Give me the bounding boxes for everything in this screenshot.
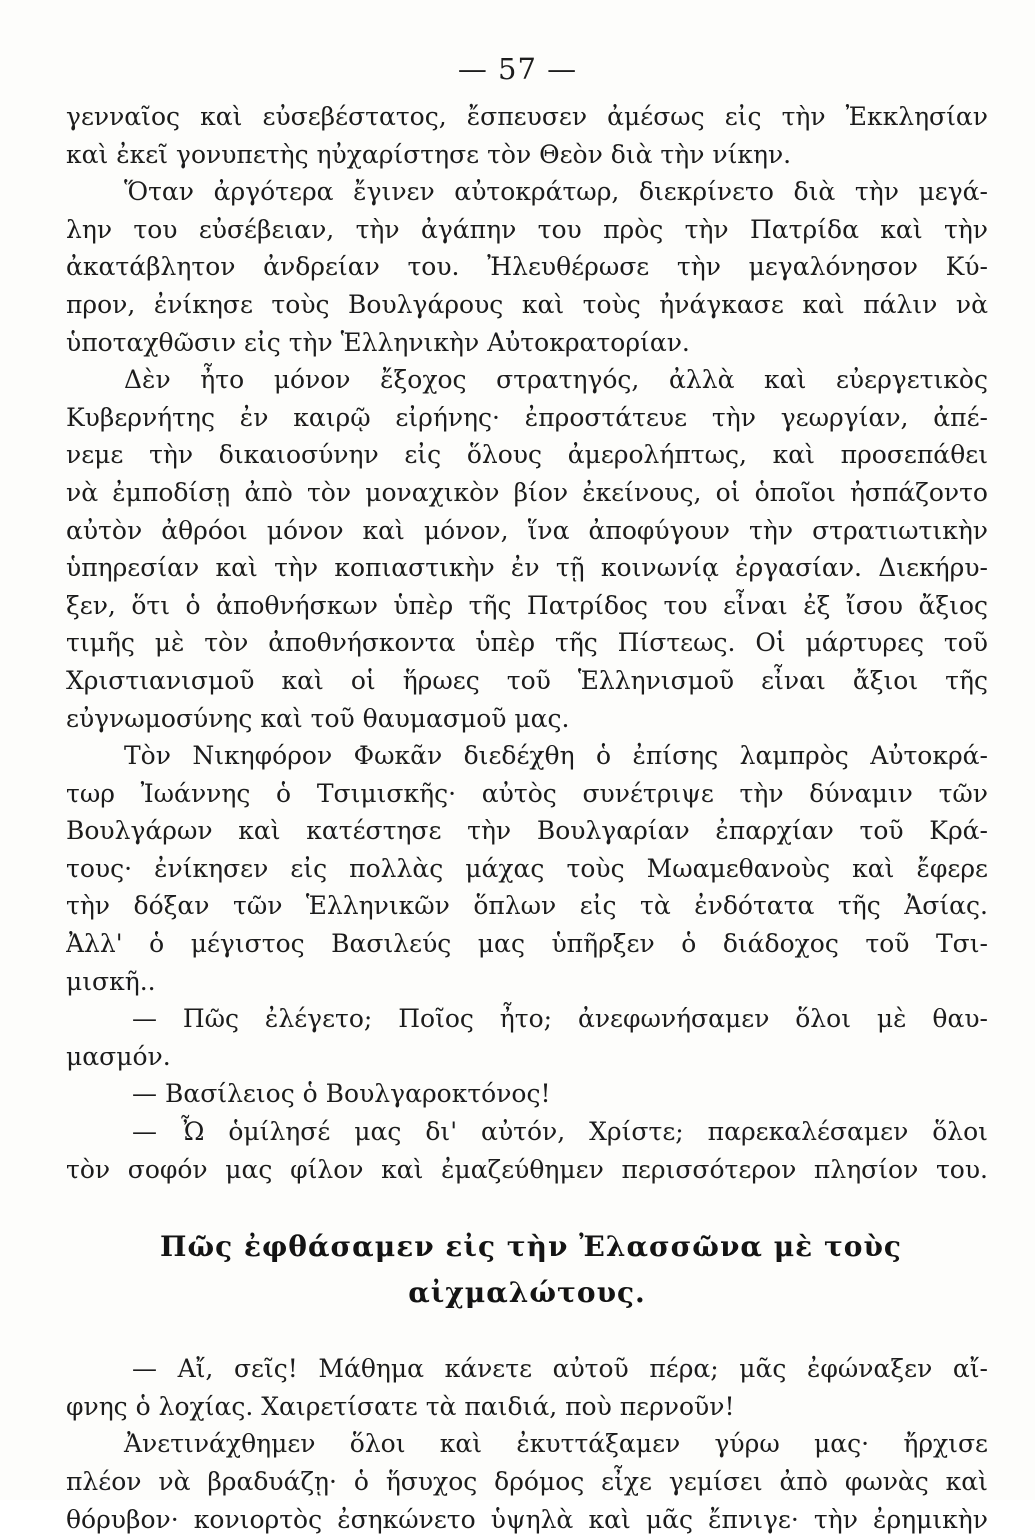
text-line: εὐγνωμοσύνης καὶ τοῦ θαυμασμοῦ μας. (66, 703, 570, 733)
section-heading-line-2: αἰχμαλώτους. (408, 1276, 646, 1310)
text-line: τιμῆς μὲ τὸν ἀποθνήσκοντα ὑπὲρ τῆς Πίστεως. Οἱ μάρτυρες τοῦ (66, 628, 988, 658)
text-line: τους· ἐνίκησεν εἰς πολλὰς μάχας τοὺς Μωαμεθανοὺς καὶ ἔφερε (66, 853, 988, 883)
text-line: λην του εὐσέβειαν, τὴν ἀγάπην του πρὸς τὴν Πατρίδα καὶ τὴν (66, 214, 988, 244)
text-line: πλέον νὰ βραδυάζῃ· ὁ ἥσυχος δρόμος εἶχε γεμίσει ἀπὸ φωνὰς καὶ (66, 1467, 988, 1496)
text-line: — Αἴ, σεῖς! Μάθημα κάνετε αὐτοῦ πέρα; μᾶς ἐφώναξεν αἴ- (132, 1354, 988, 1384)
body-text (66, 98, 988, 1538)
text-section-after-heading (66, 1350, 988, 1538)
section-spacer (66, 1188, 988, 1224)
text-line: Ἀλλ' ὁ μέγιστος Βασιλεύς μας ὑπῆρξεν ὁ διάδοχος τοῦ Τσι- (66, 929, 988, 959)
text-line: ξεν, ὅτι ὁ ἀποθνήσκων ὑπὲρ τῆς Πατρίδος του εἶναι ἐξ ἴσου ἄξιος (66, 590, 988, 620)
page-number: — 57 — (457, 52, 578, 86)
text-line: τὴν δόξαν τῶν Ἑλληνικῶν ὅπλων εἰς τὰ ἐνδότατα τῆς Ἀσίας. (66, 891, 988, 921)
text-line: γενναῖος καὶ εὐσεβέστατος, ἔσπευσεν ἀμέσως εἰς τὴν Ἐκκλησίαν (66, 102, 988, 131)
text-line: Κυβερνήτης ἐν καιρῷ εἰρήνης· ἐπροστάτευε τὴν γεωργίαν, ἀπέ- (66, 402, 988, 432)
text-line: ἀκατάβλητον ἀνδρείαν του. Ἠλευθέρωσε τὴν μεγαλόνησον Κύ- (66, 252, 988, 282)
text-line: τωρ Ἰωάννης ὁ Τσιμισκῆς· αὐτὸς συνέτριψε τὴν δύναμιν τῶν (66, 778, 988, 808)
text-line: θόρυβον· κονιορτὸς ἐσηκώνετο ὑψηλὰ καὶ μᾶς ἔπνιγε· τὴν ἐρημικὴν (66, 1504, 988, 1534)
text-line: — Βασίλειος ὁ Βουλγαροκτόνος! (132, 1079, 551, 1109)
text-line: — Ὦ ὁμίλησέ μας δι' αὐτόν, Χρίστε; παρεκαλέσαμεν ὅλοι (132, 1117, 988, 1147)
text-line: καὶ ἐκεῖ γονυπετὴς ηὐχαρίστησε τὸν Θεὸν διὰ τὴν νίκην. (66, 139, 792, 169)
section-heading (66, 1224, 988, 1316)
text-line: νὰ ἐμποδίσῃ ἀπὸ τὸν μοναχικὸν βίον ἐκείνους, οἱ ὁποῖοι ἠσπάζοντο (66, 477, 988, 507)
text-section-before-heading (66, 98, 988, 1188)
text-line: — Πῶς ἐλέγετο; Ποῖος ἦτο; ἀνεφωνήσαμεν ὅλοι μὲ θαυ- (132, 1004, 988, 1034)
section-heading-line-1: Πῶς ἐφθάσαμεν εἰς τὴν Ἐλασσῶνα μὲ τοὺς (160, 1230, 902, 1264)
text-line: Χριστιανισμοῦ καὶ οἱ ἥρωες τοῦ Ἑλληνισμοῦ εἶναι ἄξιοι τῆς (66, 665, 988, 695)
text-line: αὐτὸν ἀθρόοι μόνον καὶ μόνον, ἵνα ἀποφύγουν τὴν στρατιωτικὴν (66, 515, 988, 545)
text-line: Ἀνετινάχθημεν ὅλοι καὶ ἐκυττάξαμεν γύρω μας· ἤρχισε (124, 1429, 988, 1459)
text-line: ὑποταχθῶσιν εἰς τὴν Ἑλληνικὴν Αὐτοκρατορίαν. (66, 327, 690, 357)
text-line: μασμόν. (66, 1041, 171, 1071)
heading-spacer (66, 1316, 988, 1350)
text-line: προν, ἐνίκησε τοὺς Βουλγάρους καὶ τοὺς ἠνάγκασε καὶ πάλιν νὰ (66, 289, 988, 319)
text-line: νεμε τὴν δικαιοσύνην εἰς ὅλους ἀμερολήπτως, καὶ προσεπάθει (66, 440, 988, 470)
text-line: Ὅταν ἀργότερα ἔγινεν αὐτοκράτωρ, διεκρίνετο διὰ τὴν μεγά- (124, 177, 988, 207)
text-line: Δὲν ἦτο μόνον ἔξοχος στρατηγός, ἀλλὰ καὶ εὐεργετικὸς (124, 365, 988, 395)
text-line: φνης ὁ λοχίας. Χαιρετίσατε τὰ παιδιά, ποὺ περνοῦν! (66, 1391, 735, 1421)
text-line: μισκῆ.. (66, 966, 156, 996)
text-line: Τὸν Νικηφόρον Φωκᾶν διεδέχθη ὁ ἐπίσης λαμπρὸς Αὐτοκρά- (124, 741, 988, 771)
text-line: Βουλγάρων καὶ κατέστησε τὴν Βουλγαρίαν ἐπαρχίαν τοῦ Κρά- (66, 816, 988, 846)
text-line: τὸν σοφόν μας φίλον καὶ ἐμαζεύθημεν περισσότερον πλησίον του. (66, 1154, 988, 1184)
text-line: ὑπηρεσίαν καὶ τὴν κοπιαστικὴν ἐν τῇ κοινωνίᾳ ἐργασίαν. Διεκήρυ- (66, 553, 988, 583)
